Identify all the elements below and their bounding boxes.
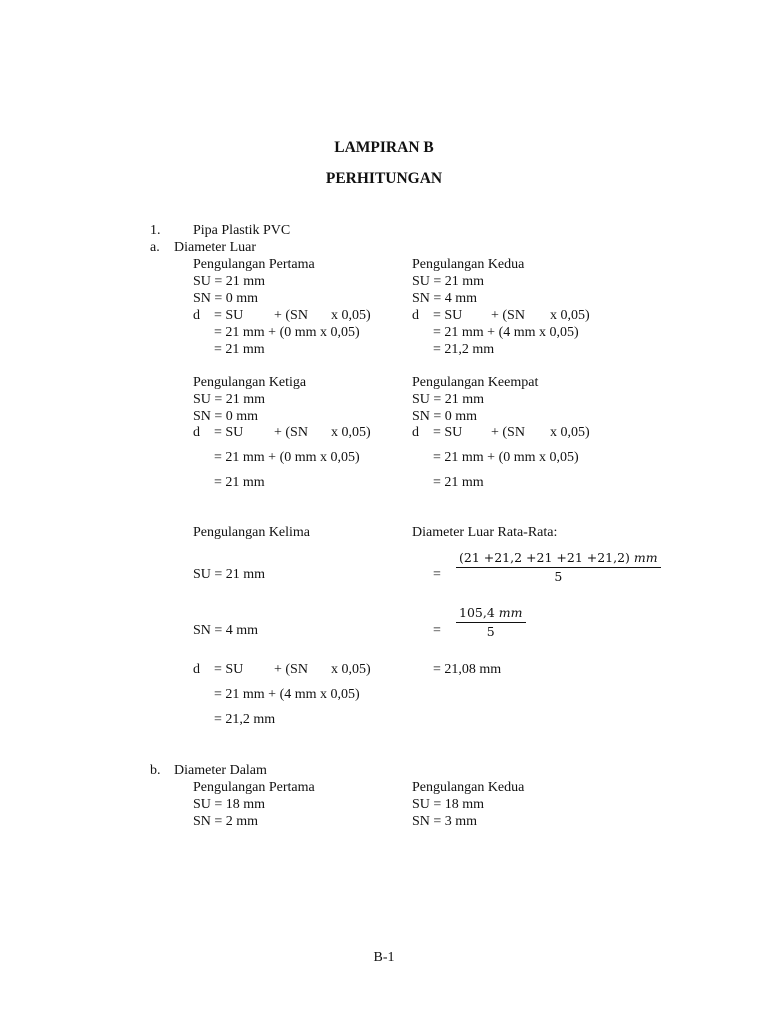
rep-title: Pengulangan Pertama [193,257,315,272]
calc-step-1: = 21 mm + (0 mm x 0,05) [214,450,360,465]
sum-fraction [456,549,661,586]
calc-step-2: = 21 mm [214,475,265,490]
formula-su: = SU [214,662,244,677]
formula-factor: x 0,05) [331,425,371,440]
calc-step-1: = 21 mm + (4 mm x 0,05) [433,325,579,340]
fraction-numerator: 105,4 mm [456,604,526,623]
formula-sn: + (SN [274,425,308,440]
formula-su: = SU [433,425,463,440]
rep-title: Pengulangan Ketiga [193,375,307,390]
formula-factor: x 0,05) [550,308,590,323]
formula-d: d [193,425,200,440]
fraction-denominator: 5 [486,624,495,639]
su-value: SU = 21 mm [412,392,485,407]
rep-title: Pengulangan Kelima [193,525,311,540]
part-b-letter: b. [150,763,161,778]
formula-sn: + (SN [491,425,525,440]
section-number: 1. [150,223,161,238]
formula-su: = SU [214,308,244,323]
formula-su: = SU [214,425,244,440]
formula-d: d [412,308,419,323]
calc-step-2: = 21 mm [214,342,265,357]
formula-factor: x 0,05) [331,308,371,323]
formula-factor: x 0,05) [331,662,371,677]
total-fraction [456,604,526,641]
rep-title: Pengulangan Pertama [193,780,315,795]
su-value: SU = 21 mm [193,274,266,289]
sn-value: SN = 3 mm [412,814,478,829]
rep-title: Pengulangan Keempat [412,375,539,390]
average-result: = 21,08 mm [433,662,502,677]
section-title: Pipa Plastik PVC [193,223,291,238]
calc-step-2: = 21 mm [433,475,484,490]
rep-title: Pengulangan Kedua [412,257,525,272]
formula-d: d [412,425,419,440]
su-value: SU = 21 mm [412,274,485,289]
formula-sn: + (SN [274,308,308,323]
page-number: B-1 [373,950,395,965]
part-a-title: Diameter Luar [174,240,257,255]
formula-su: = SU [433,308,463,323]
appendix-subtitle: PERHITUNGAN [325,170,443,187]
calc-step-1: = 21 mm + (0 mm x 0,05) [433,450,579,465]
equals-sign: = [433,623,441,638]
calc-step-1: = 21 mm + (0 mm x 0,05) [214,325,360,340]
su-value: SU = 18 mm [412,797,485,812]
sn-value: SN = 0 mm [412,409,478,424]
fraction-numerator: (21 +21,2 +21 +21 +21,2) mm [456,549,661,568]
sn-value: SN = 2 mm [193,814,259,829]
su-value: SU = 21 mm [193,567,266,582]
formula-d: d [193,662,200,677]
su-value: SU = 21 mm [193,392,266,407]
appendix-title: LAMPIRAN B [334,139,434,156]
formula-d: d [193,308,200,323]
part-a-letter: a. [150,240,160,255]
part-b-title: Diameter Dalam [174,763,267,778]
sn-value: SN = 4 mm [412,291,478,306]
sn-value: SN = 0 mm [193,409,259,424]
fraction-denominator: 5 [554,569,563,584]
sn-value: SN = 4 mm [193,623,259,638]
formula-factor: x 0,05) [550,425,590,440]
average-title: Diameter Luar Rata-Rata: [412,525,558,540]
rep-title: Pengulangan Kedua [412,780,525,795]
equals-sign: = [433,567,441,582]
formula-sn: + (SN [491,308,525,323]
formula-sn: + (SN [274,662,308,677]
sn-value: SN = 0 mm [193,291,259,306]
calc-step-1: = 21 mm + (4 mm x 0,05) [214,687,360,702]
calc-step-2: = 21,2 mm [433,342,495,357]
su-value: SU = 18 mm [193,797,266,812]
calc-step-2: = 21,2 mm [214,712,276,727]
